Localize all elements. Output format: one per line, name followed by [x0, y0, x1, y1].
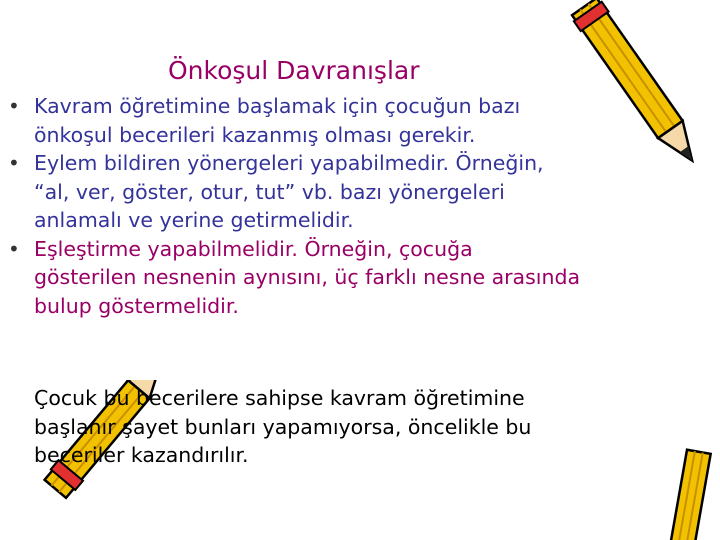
- bullet-item: [0, 92, 720, 149]
- bullet-line: Eşleştirme yapabilmelidir. Örneğin, çocuğa: [34, 236, 473, 261]
- closing-line: Çocuk bu becerilere sahipse kavram öğretimine: [34, 386, 525, 410]
- bullet-line: Kavram öğretimine başlamak için çocuğun bazı: [34, 94, 521, 118]
- bullet-item: [0, 235, 720, 321]
- bullet-line: bulup göstermelidir.: [34, 293, 239, 318]
- closing-line: beceriler kazandırılır.: [34, 443, 249, 467]
- bullet-line: “al, ver, göster, otur, tut” vb. bazı yönergeleri: [34, 179, 505, 204]
- bullet-list: [0, 92, 720, 320]
- closing-line: başlanır şayet bunları yapamıyorsa, öncelikle bu: [34, 414, 532, 439]
- bullet-line: Eylem bildiren yönergeleri yapabilmedir. Örneğin,: [34, 151, 544, 175]
- bullet-line: önkoşul becerileri kazanmış olması gerekir.: [34, 122, 476, 147]
- bullet-line: gösterilen nesnenin aynısını, üç farklı nesne arasında: [34, 265, 581, 289]
- slide-title: Önkoşul Davranışlar: [168, 56, 420, 85]
- closing-paragraph: [34, 384, 531, 470]
- bullet-marker: •: [8, 236, 20, 261]
- bullet-marker: •: [8, 94, 20, 118]
- bullet-line: anlamalı ve yerine getirmelidir.: [34, 208, 354, 232]
- bullet-marker: •: [8, 151, 20, 175]
- bullet-item: [0, 149, 720, 235]
- pencil-icon: [650, 440, 720, 540]
